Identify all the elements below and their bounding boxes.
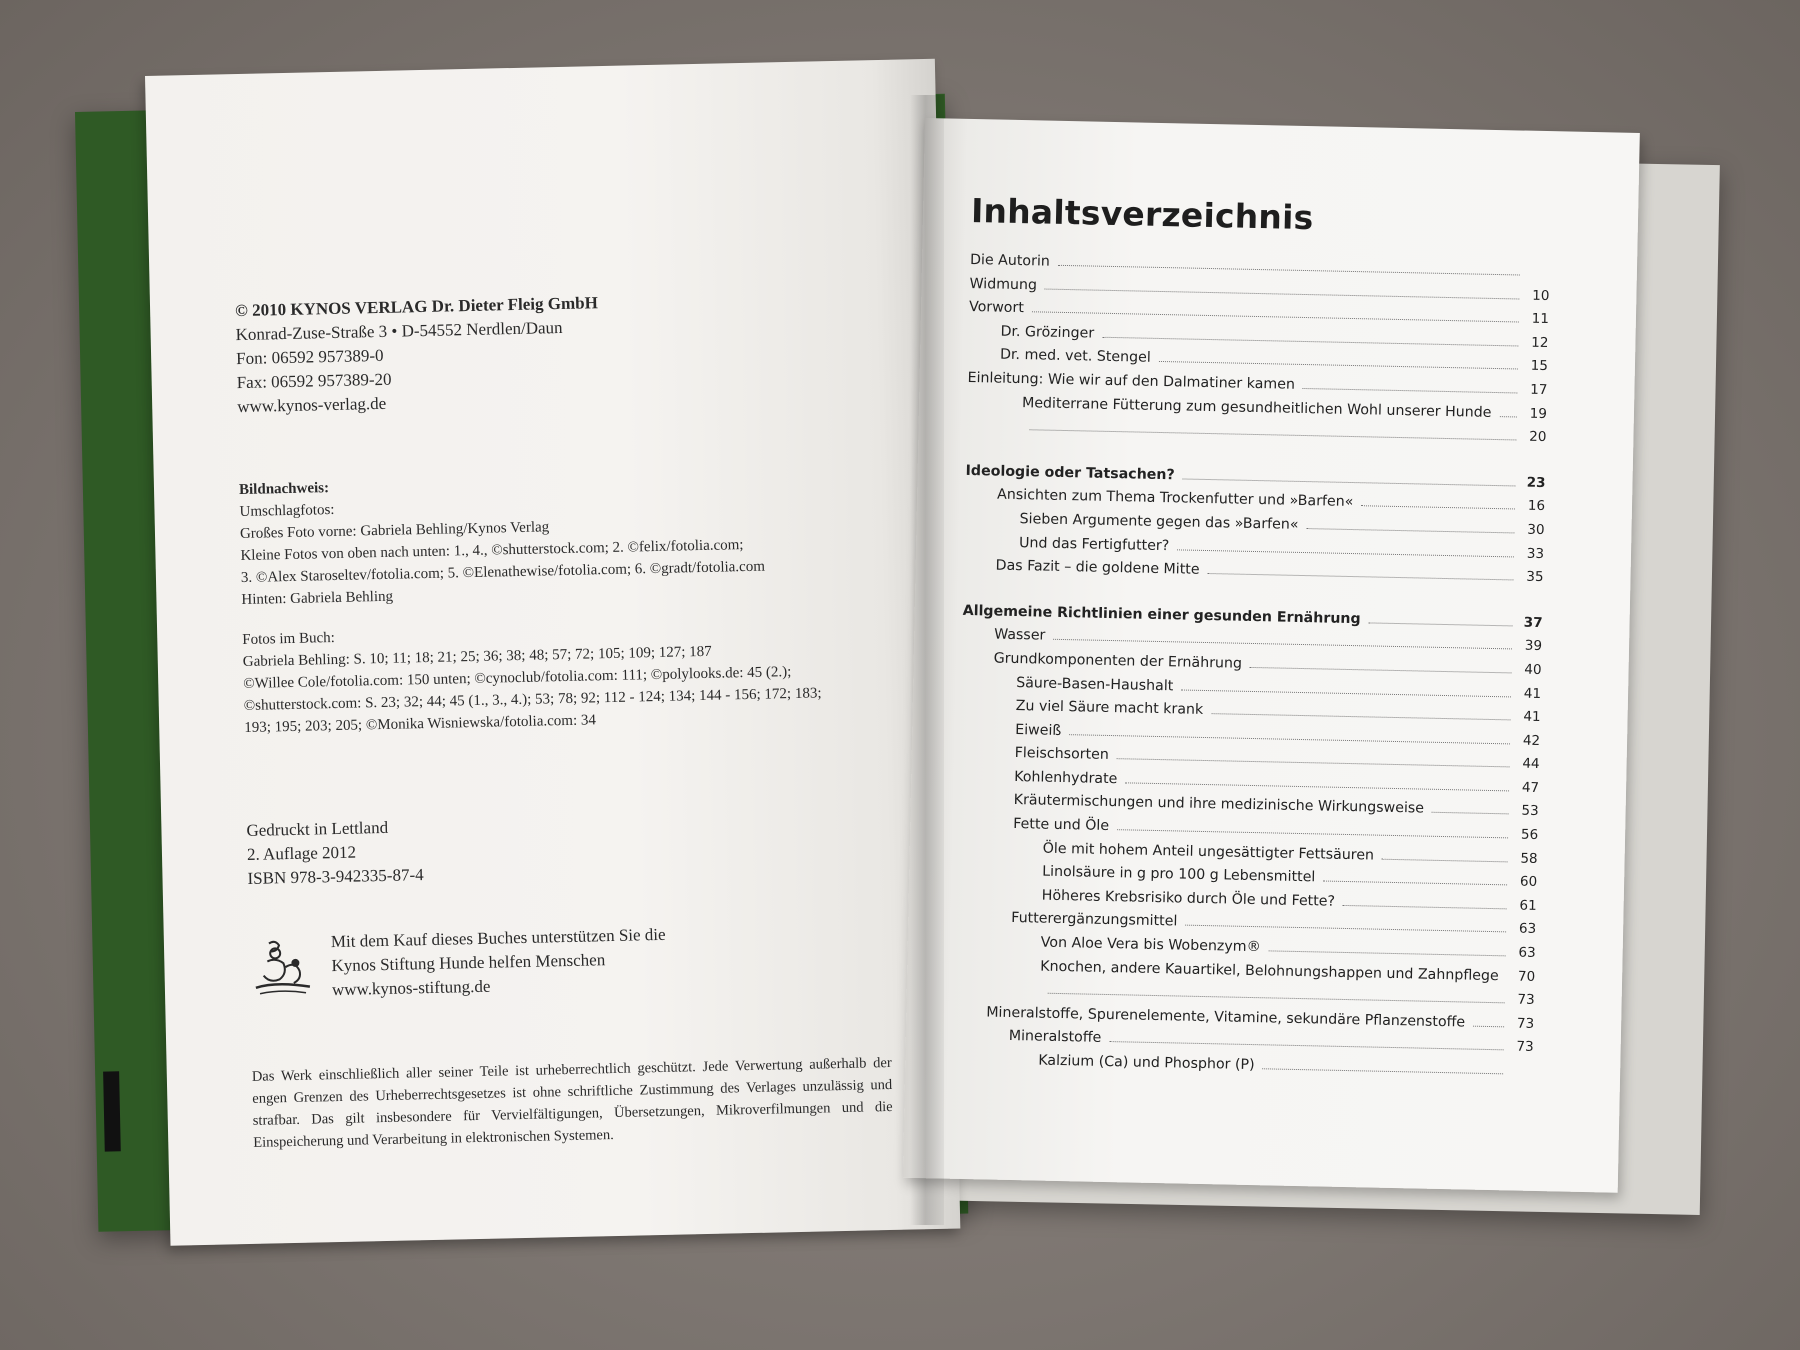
toc-entry-label: Allgemeine Richtlinien einer gesunden Ernährung xyxy=(962,602,1361,627)
toc-leader-dots xyxy=(1207,573,1513,580)
toc-entry-page: 41 xyxy=(1523,708,1541,726)
toc-entry-label: Futterergänzungsmittel xyxy=(1011,910,1178,930)
toc-entry-label: Dr. Grözinger xyxy=(1000,323,1095,342)
toc-entry-page: 42 xyxy=(1522,732,1541,749)
toc-entry-page: 30 xyxy=(1527,521,1545,539)
toc-leader-dots xyxy=(1125,782,1509,791)
toc-entry-page: 10 xyxy=(1532,287,1550,304)
toc-entry-label: Zu viel Säure macht krank xyxy=(1015,698,1204,719)
toc-entry-label: Ideologie oder Tatsachen? xyxy=(965,462,1175,484)
credits-line: Umschlagfotos: xyxy=(239,501,335,521)
toc-entry-page: 70 xyxy=(1517,968,1536,985)
foundation-text xyxy=(331,923,667,1002)
print-info xyxy=(246,815,424,891)
toc-leader-dots xyxy=(1306,528,1514,533)
toc-entry-page: 40 xyxy=(1524,661,1542,678)
toc-entry-label: Widmung xyxy=(969,275,1038,293)
toc-leader-dots xyxy=(1117,829,1508,838)
toc-entry-page xyxy=(1507,1074,1533,1075)
toc-entry-label: Kräutermischungen und ihre medizinische Wirkungsweise xyxy=(1013,792,1425,818)
toc-leader-dots xyxy=(1473,1025,1504,1027)
toc-leader-dots xyxy=(1185,925,1506,933)
toc-leader-dots xyxy=(1250,667,1512,673)
toc-entry-label: Mineralstoffe, Spurenelemente, Vitamine, sekundäre Pflanzenstoffe xyxy=(986,1004,1466,1031)
toc-entry-page: 53 xyxy=(1521,803,1539,820)
toc-leader-dots xyxy=(1159,361,1518,370)
toc-leader-dots xyxy=(1382,858,1508,862)
toc-leader-dots xyxy=(1058,265,1520,276)
toc-list xyxy=(953,252,1550,1087)
toc-entry-label: Wasser xyxy=(994,626,1046,644)
toc-leader-dots xyxy=(1117,758,1510,767)
toc-entry-label: Dr. med. vet. Stengel xyxy=(999,347,1151,367)
toc-leader-dots xyxy=(1032,311,1519,322)
printed-in: Gedruckt in Lettland xyxy=(246,817,389,840)
toc-entry-label: Säure-Basen-Haushalt xyxy=(1016,674,1174,694)
toc-entry-page: 73 xyxy=(1516,1015,1535,1032)
toc-entry-page xyxy=(1524,276,1550,277)
credits-line: Fotos im Buch: xyxy=(242,629,335,649)
publisher-website: www.kynos-verlag.de xyxy=(237,393,387,417)
book-gutter xyxy=(910,95,944,1225)
toc-entry-page: 20 xyxy=(1529,428,1547,446)
photo-credits xyxy=(239,466,822,739)
toc-entry-page: 19 xyxy=(1529,405,1548,422)
toc-entry-label: Ansichten zum Thema Trockenfutter und »Barfen« xyxy=(996,486,1354,511)
credits-line: Hinten: Gabriela Behling xyxy=(241,588,394,609)
toc-entry-label: Mediterrane Fütterung zum gesundheitlichen Wohl unserer Hunde xyxy=(1021,394,1492,421)
toc-entry-label: Linolsäure in g pro 100 g Lebensmittel xyxy=(1042,863,1316,886)
toc-entry-page: 63 xyxy=(1518,921,1537,938)
toc-entry-page: 58 xyxy=(1520,850,1538,867)
toc-leader-dots xyxy=(1432,812,1509,815)
copyright-line: © 2010 KYNOS VERLAG Dr. Dieter Fleig GmbH xyxy=(234,293,599,321)
credits-line: Großes Foto vorne: Gabriela Behling/Kynos Verlag xyxy=(239,519,550,543)
toc-entry-label: Sieben Argumente gegen das »Barfen« xyxy=(1019,511,1299,533)
toc-entry-label: Und das Fertigfutter? xyxy=(1018,534,1170,554)
toc-leader-dots xyxy=(1269,950,1506,956)
toc-entry-label: Mineralstoffe xyxy=(1008,1028,1102,1047)
publisher-address: Konrad-Zuse-Straße 3 • D-54552 Nerdlen/Daun xyxy=(235,317,563,345)
toc-entry-page: 44 xyxy=(1522,755,1540,773)
credits-line: ©Willee Cole/fotolia.com: 150 unten; ©cynoclub/fotolia.com: 111; ©polylooks.de: 45 (2.); xyxy=(243,664,792,692)
toc-leader-dots xyxy=(1069,734,1510,744)
toc-entry-page: 60 xyxy=(1519,873,1538,891)
isbn: ISBN 978-3-942335-87-4 xyxy=(247,865,424,888)
foundation-website: www.kynos-stiftung.de xyxy=(331,976,491,1000)
toc-entry-page: 73 xyxy=(1517,991,1535,1009)
toc-entry-page: 37 xyxy=(1523,614,1543,631)
toc-leader-dots xyxy=(1303,388,1518,393)
edition: 2. Auflage 2012 xyxy=(246,842,357,864)
toc-leader-dots xyxy=(1029,429,1516,440)
copyright-block xyxy=(235,291,600,419)
foundation-logo-icon xyxy=(249,937,316,998)
toc-entry-label: Kohlenhydrate xyxy=(1014,768,1118,788)
credits-heading: Bildnachweis: xyxy=(238,480,330,499)
toc-entry-page: 63 xyxy=(1518,944,1536,962)
foundation-line: Mit dem Kauf dieses Buches unterstützen Sie die xyxy=(330,924,666,952)
toc-entry-label: Grundkomponenten der Ernährung xyxy=(993,650,1243,672)
toc-entry-label: Von Aloe Vera bis Wobenzym® xyxy=(1040,934,1261,956)
toc-leader-dots xyxy=(1343,905,1507,909)
toc-leader-dots xyxy=(1048,993,1505,1004)
publisher-fax: Fax: 06592 957389-20 xyxy=(236,369,392,393)
toc-leader-dots xyxy=(1109,1041,1503,1050)
toc-leader-dots xyxy=(1499,416,1516,417)
toc-entry-label: Höheres Krebsrisiko durch Öle und Fette? xyxy=(1041,887,1336,910)
toc-entry-label: Die Autorin xyxy=(969,251,1050,270)
foundation-notice xyxy=(249,923,667,1004)
toc-entry-page: 35 xyxy=(1526,568,1544,586)
toc-entry-page: 33 xyxy=(1526,545,1545,562)
toc-leader-dots xyxy=(1053,639,1512,650)
publisher-phone: Fon: 06592 957389-0 xyxy=(235,345,384,369)
toc-entry-label: Fette und Öle xyxy=(1013,816,1110,835)
toc-entry-page: 15 xyxy=(1530,358,1549,375)
toc-entry-page: 61 xyxy=(1519,897,1537,914)
toc-entry-page: 73 xyxy=(1516,1038,1534,1056)
toc-entry-label: Kalzium (Ca) und Phosphor (P) xyxy=(1038,1052,1255,1074)
toc-entry-label: Vorwort xyxy=(968,299,1025,317)
credits-line: ©shutterstock.com: S. 23; 32; 44; 45 (1., 3., 4.); 53; 78; 92; 112 - 124; 134; 144 - 156; 172; 183; xyxy=(243,685,822,714)
imprint-page xyxy=(145,59,960,1246)
table-of-contents-page xyxy=(903,118,1640,1193)
toc-leader-dots xyxy=(1211,713,1510,720)
credits-line: Gabriela Behling: S. 10; 11; 18; 21; 25; 36; 38; 48; 57; 72; 105; 109; 127; 187 xyxy=(242,643,712,671)
toc-leader-dots xyxy=(1181,689,1511,697)
toc-entry-page: 23 xyxy=(1526,474,1546,491)
toc-entry-page: 41 xyxy=(1523,685,1542,702)
credits-line: Kleine Fotos von oben nach unten: 1., 4., ©shutterstock.com; 2. ©felix/fotolia.com; xyxy=(240,537,744,565)
toc-leader-dots xyxy=(1263,1068,1504,1074)
credits-line: 3. ©Alex Staroseltev/fotolia.com; 5. ©Elenathewise/fotolia.com; 6. ©gradt/fotolia.com xyxy=(240,558,766,587)
cover-edge-strip xyxy=(103,1071,121,1151)
toc-entry-page: 17 xyxy=(1530,381,1548,399)
toc-leader-dots xyxy=(1361,506,1515,510)
toc-entry-label: Fleischsorten xyxy=(1014,745,1110,764)
toc-leader-dots xyxy=(1045,288,1519,299)
legal-notice: Das Werk einschließlich aller seiner Teile ist urheberrechtlich geschützt. Jede Verwertung außerhalb der engen Grenzen des Urheberrechtsgesetzes ist ohne schriftliche Zustimmung des Verlages unzulässig und strafbar. Das gilt insbesondere für Vervielfältigungen, Übersetzungen, Mikroverfilmungen und die Einspeicherung und Verarbeitung in elektronischen Systemen. xyxy=(251,1054,893,1151)
toc-entry-label: Eiweiß xyxy=(1015,721,1062,739)
toc-entry-page: 39 xyxy=(1524,637,1543,655)
toc-entry-page: 56 xyxy=(1520,826,1539,844)
toc-leader-dots xyxy=(1323,881,1507,886)
toc-entry-page: 11 xyxy=(1531,310,1550,328)
toc-leader-dots xyxy=(1183,478,1516,486)
toc-entry-page: 47 xyxy=(1521,779,1540,796)
foundation-line: Kynos Stiftung Hunde helfen Menschen xyxy=(331,950,606,976)
toc-entry-label: Knochen, andere Kauartikel, Belohnungshappen und Zahnpflege xyxy=(1040,958,1499,984)
toc-leader-dots xyxy=(1369,622,1513,626)
toc-entry-label: Öle mit hohem Anteil ungesättigter Fettsäuren xyxy=(1042,840,1375,864)
toc-title: Inhaltsverzeichnis xyxy=(970,190,1314,238)
toc-leader-dots xyxy=(1102,337,1518,347)
toc-entry-label: Das Fazit – die goldene Mitte xyxy=(995,557,1200,578)
credits-line: 193; 195; 203; 205; ©Monika Wisniewska/fotolia.com: 34 xyxy=(244,712,597,736)
toc-entry-page: 16 xyxy=(1527,498,1546,515)
toc-entry-label: Einleitung: Wie wir auf den Dalmatiner kamen xyxy=(967,369,1296,393)
toc-entry-page: 12 xyxy=(1531,334,1549,351)
toc-leader-dots xyxy=(1177,549,1514,557)
